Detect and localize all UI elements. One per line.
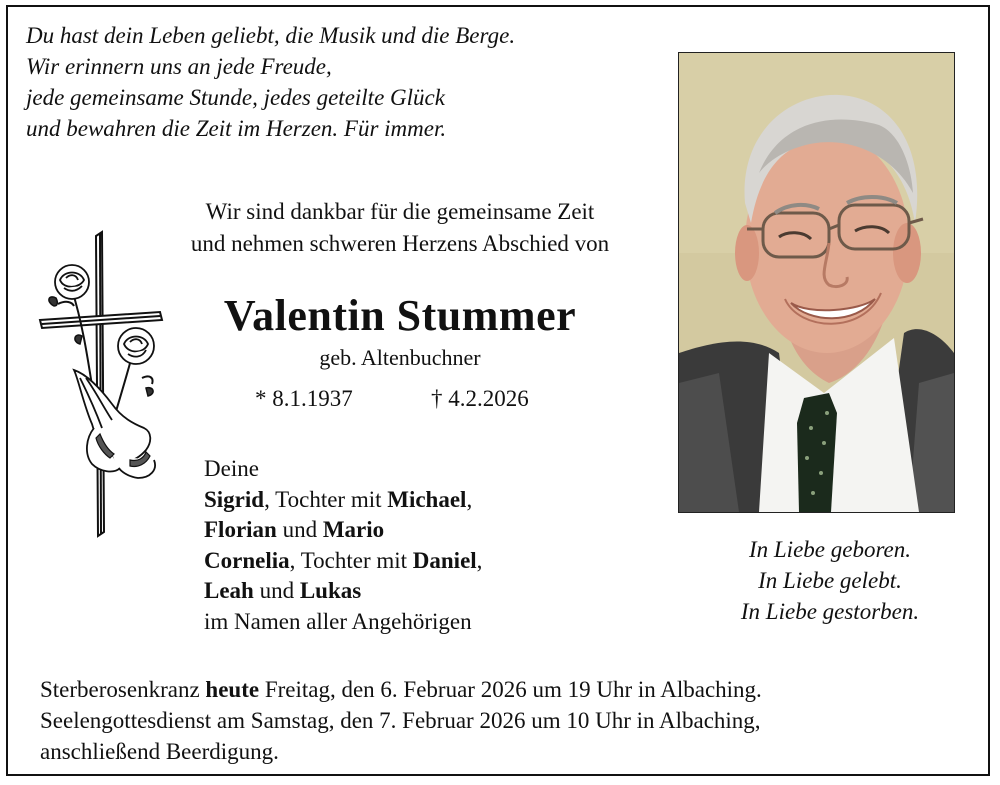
intro-text <box>140 196 660 260</box>
motto <box>700 534 960 627</box>
family-member: Florian <box>204 517 277 542</box>
punctuation: , <box>466 486 473 512</box>
family-member: Sigrid <box>204 486 265 512</box>
intro-line: und nehmen schweren Herzens Abschied von <box>190 231 610 256</box>
poem-line: und bewahren die Zeit im Herzen. Für immer. <box>26 116 447 141</box>
family-line <box>204 546 482 577</box>
relation-text: und <box>276 517 323 542</box>
portrait-photo <box>678 52 955 513</box>
family-member: Lukas <box>299 578 362 603</box>
poem-line: Wir erinnern uns an jede Freude, <box>26 54 332 79</box>
family-line <box>204 485 482 516</box>
family-member: Mario <box>322 517 385 542</box>
relation-text: und <box>253 578 300 603</box>
family-member: Leah <box>204 578 254 603</box>
family-member: Cornelia <box>204 547 290 573</box>
intro-line: Wir sind dankbar für die gemeinsame Zeit <box>205 199 595 224</box>
motto-line: In Liebe gestorben. <box>740 599 920 624</box>
portrait-illustration <box>679 53 954 512</box>
birth-name: geb. Altenbuchner <box>319 345 481 370</box>
family-member: Daniel <box>412 547 477 573</box>
death-date: † 4.2.2026 <box>431 386 529 411</box>
cross-with-roses-and-praying-hands-icon <box>34 228 164 540</box>
birth-date: * 8.1.1937 <box>255 386 353 411</box>
rosary-text-end: Freitag, den 6. Februar 2026 um 19 Uhr in Albaching. <box>259 677 762 702</box>
family-closing: im Namen aller Angehörigen <box>204 608 472 634</box>
poem-line: Du hast dein Leben geliebt, die Musik und die Berge. <box>26 23 516 48</box>
family-member: Michael <box>387 486 467 512</box>
today-emphasis: heute <box>205 677 260 702</box>
family-intro: Deine <box>204 456 259 481</box>
punctuation: , <box>476 547 483 573</box>
motto-line: In Liebe geboren. <box>748 537 912 562</box>
deceased-name: Valentin Stummer <box>223 291 577 340</box>
service-details <box>40 674 762 767</box>
relation-text: , Tochter mit <box>289 547 413 573</box>
mass-info: Seelengottesdienst am Samstag, den 7. Februar 2026 um 10 Uhr in Albaching, <box>40 708 761 733</box>
burial-info: anschließend Beerdigung. <box>40 739 279 764</box>
poem <box>26 20 515 144</box>
family-line <box>204 576 482 607</box>
family-line <box>204 515 482 546</box>
poem-line: jede gemeinsame Stunde, jedes geteilte Glück <box>26 85 445 110</box>
relation-text: , Tochter mit <box>264 486 388 512</box>
rosary-text: Sterberosenkranz <box>40 677 206 702</box>
family-list <box>204 454 482 637</box>
motto-line: In Liebe gelebt. <box>758 568 902 593</box>
rosary-info <box>40 674 762 705</box>
